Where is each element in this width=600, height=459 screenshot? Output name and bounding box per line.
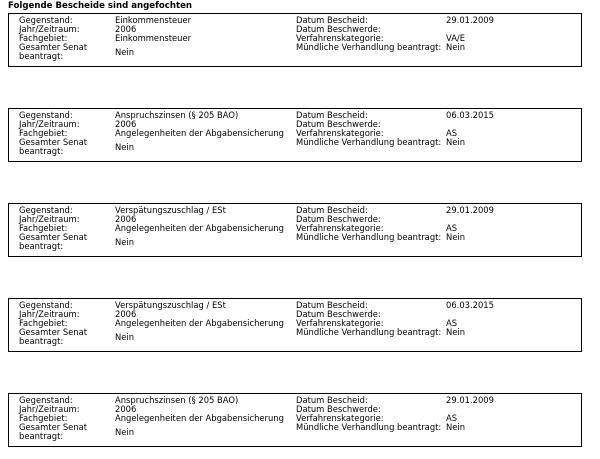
label-gegenstand: Gegenstand: [19,205,73,215]
value-fachgebiet: Angelegenheiten der Abgabensicherung [115,128,284,138]
value-datum-bescheid: 29.01.2009 [446,15,494,25]
record-box-1 [8,13,582,67]
label-verfahrenskategorie: Verfahrenskategorie: [296,223,384,233]
value-gegenstand: Verspätungszuschlag / ESt [115,300,226,310]
value-datum-bescheid: 29.01.2009 [446,205,494,215]
value-verhandlung: Nein [446,327,466,337]
value-verfahrenskategorie: AS [446,223,458,233]
value-jahr: 2006 [115,24,137,34]
value-fachgebiet: Angelegenheiten der Abgabensicherung [115,223,284,233]
label-fachgebiet: Fachgebiet: [19,33,68,43]
label-fachgebiet: Fachgebiet: [19,128,68,138]
label-gegenstand: Gegenstand: [19,395,73,405]
label-fachgebiet: Fachgebiet: [19,223,68,233]
value-senat: Nein [115,427,135,437]
label-datum-beschwerde: Datum Beschwerde: [296,309,381,319]
record-box-3 [8,203,582,257]
label-verhandlung: Mündliche Verhandlung beantragt: [296,327,442,337]
label-senat-line1: Gesamter Senat [19,42,88,52]
label-datum-beschwerde: Datum Beschwerde: [296,404,381,414]
label-datum-beschwerde: Datum Beschwerde: [296,214,381,224]
value-verfahrenskategorie: AS [446,318,458,328]
label-datum-bescheid: Datum Bescheid: [296,15,368,25]
label-senat-line2: beantragt: [19,241,64,251]
value-senat: Nein [115,47,135,57]
value-fachgebiet: Angelegenheiten der Abgabensicherung [115,318,284,328]
value-senat: Nein [115,142,135,152]
value-datum-bescheid: 06.03.2015 [446,300,494,310]
value-jahr: 2006 [115,214,137,224]
label-gegenstand: Gegenstand: [19,300,73,310]
label-jahr: Jahr/Zeitraum: [19,214,80,224]
value-gegenstand: Anspruchszinsen (§ 205 BAO) [115,110,239,120]
label-verhandlung: Mündliche Verhandlung beantragt: [296,232,442,242]
value-senat: Nein [115,332,135,342]
label-jahr: Jahr/Zeitraum: [19,404,80,414]
value-verfahrenskategorie: VA/E [446,33,466,43]
label-fachgebiet: Fachgebiet: [19,318,68,328]
record-box-4 [8,298,582,352]
value-gegenstand: Verspätungszuschlag / ESt [115,205,226,215]
label-senat-line2: beantragt: [19,431,64,441]
section-heading: Folgende Bescheide sind angefochten [8,1,193,11]
value-senat: Nein [115,237,135,247]
label-datum-beschwerde: Datum Beschwerde: [296,119,381,129]
label-verfahrenskategorie: Verfahrenskategorie: [296,318,384,328]
label-senat-line1: Gesamter Senat [19,232,88,242]
label-senat-line1: Gesamter Senat [19,327,88,337]
record-box-5 [8,393,582,447]
label-datum-bescheid: Datum Bescheid: [296,205,368,215]
label-senat-line2: beantragt: [19,146,64,156]
value-jahr: 2006 [115,309,137,319]
label-datum-bescheid: Datum Bescheid: [296,110,368,120]
label-verfahrenskategorie: Verfahrenskategorie: [296,128,384,138]
value-verfahrenskategorie: AS [446,128,458,138]
value-datum-bescheid: 29.01.2009 [446,395,494,405]
label-senat-line2: beantragt: [19,51,64,61]
label-senat-line1: Gesamter Senat [19,137,88,147]
label-verhandlung: Mündliche Verhandlung beantragt: [296,42,442,52]
label-datum-beschwerde: Datum Beschwerde: [296,24,381,34]
value-verfahrenskategorie: AS [446,413,458,423]
value-jahr: 2006 [115,119,137,129]
record-box-2 [8,108,582,162]
label-jahr: Jahr/Zeitraum: [19,119,80,129]
label-datum-bescheid: Datum Bescheid: [296,300,368,310]
label-verfahrenskategorie: Verfahrenskategorie: [296,33,384,43]
label-gegenstand: Gegenstand: [19,110,73,120]
value-fachgebiet: Einkommensteuer [115,33,192,43]
label-senat-line1: Gesamter Senat [19,422,88,432]
value-verhandlung: Nein [446,232,466,242]
label-verfahrenskategorie: Verfahrenskategorie: [296,413,384,423]
value-gegenstand: Anspruchszinsen (§ 205 BAO) [115,395,239,405]
label-fachgebiet: Fachgebiet: [19,413,68,423]
label-senat-line2: beantragt: [19,336,64,346]
value-verhandlung: Nein [446,422,466,432]
value-datum-bescheid: 06.03.2015 [446,110,494,120]
value-fachgebiet: Angelegenheiten der Abgabensicherung [115,413,284,423]
value-verhandlung: Nein [446,42,466,52]
value-jahr: 2006 [115,404,137,414]
label-gegenstand: Gegenstand: [19,15,73,25]
label-datum-bescheid: Datum Bescheid: [296,395,368,405]
label-jahr: Jahr/Zeitraum: [19,24,80,34]
value-gegenstand: Einkommensteuer [115,15,192,25]
value-verhandlung: Nein [446,137,466,147]
label-verhandlung: Mündliche Verhandlung beantragt: [296,137,442,147]
label-verhandlung: Mündliche Verhandlung beantragt: [296,422,442,432]
label-jahr: Jahr/Zeitraum: [19,309,80,319]
